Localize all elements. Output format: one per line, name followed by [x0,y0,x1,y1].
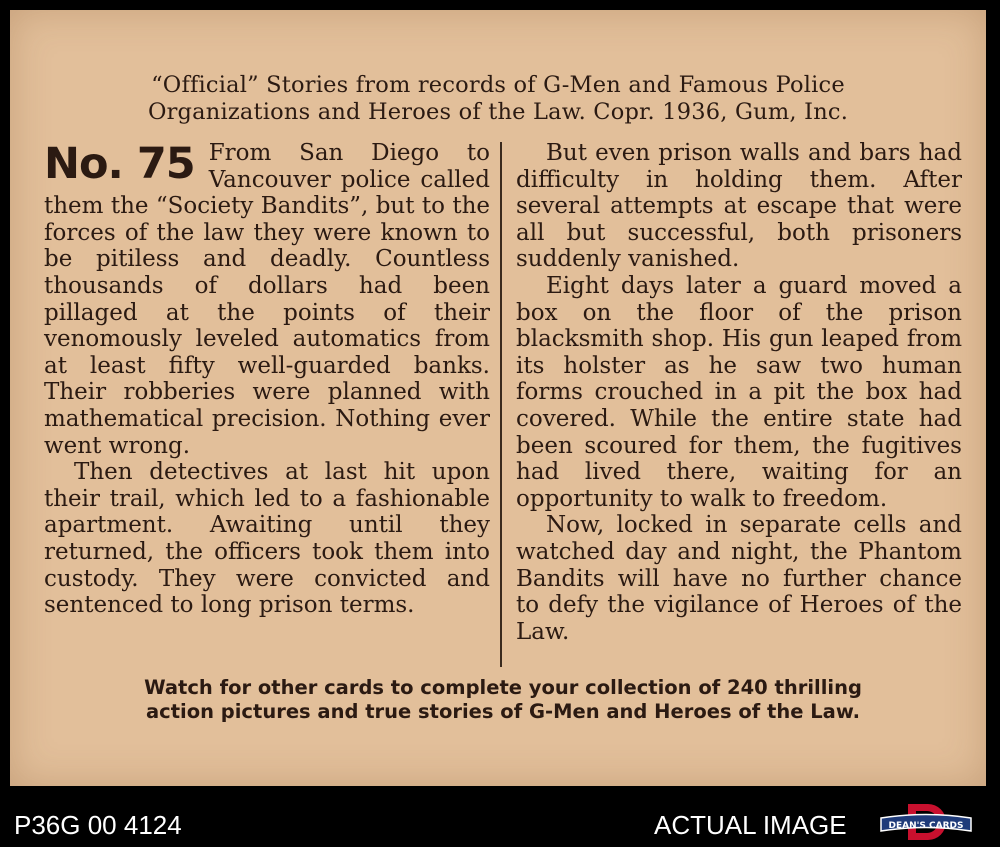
logo-text: DEAN'S CARDS [888,821,964,831]
column-divider [500,142,502,667]
left-paragraph-1: From San Diego to Vancouver police called them the “Society Bandits”, but to the forces of the law they were known to be pitiless and deadly. Countless thousands of dollars had been pillaged at the points of their venomously leveled automatics from at least fifty well-guarded banks. Their robberies were planned with mathematical precision. Nothing ever went wrong. [44,140,490,459]
trading-card-back [10,10,986,786]
footer-line-1: Watch for other cards to complete your collection of 240 thrilling [144,676,862,699]
card-footer [40,676,966,724]
deans-cards-logo [878,802,974,842]
card-number: No. 75 [44,139,195,189]
footer-line-2: action pictures and true stories of G-Men and Heroes of the Law. [146,700,860,723]
left-column [44,140,490,619]
right-column [516,140,962,645]
actual-image-label: ACTUAL IMAGE [654,810,847,840]
right-paragraph-1: But even prison walls and bars had difficulty in holding them. After several attempts at escape that were all but successful, both prisoners suddenly vanished. [516,140,962,273]
left-paragraph-2: Then detectives at last hit upon their trail, which led to a fashionable apartment. Awaiting until they returned, the officers took them into custody. They were convicted and sentenced to long prison terms. [44,459,490,619]
right-paragraph-2: Eight days later a guard moved a box on the floor of the prison blacksmith shop. His gun leaped from its holster as he saw two human forms crouched in a pit the box had covered. While the entire state had been scoured for them, the fugitives had lived there, waiting for an opportunity to walk to freedom. [516,272,962,512]
header-line-2: Organizations and Heroes of the Law. Copr. 1936, Gum, Inc. [147,99,849,125]
card-header [10,72,986,126]
bottom-bar [0,800,1000,847]
right-paragraph-3: Now, locked in separate cells and watched day and night, the Phantom Bandits will have no further chance to defy the vigilance of Heroes of the Law. [516,512,962,645]
header-line-1: “Official” Stories from records of G-Men and Famous Police [151,72,845,98]
cert-code: P36G 00 4124 [14,810,182,840]
